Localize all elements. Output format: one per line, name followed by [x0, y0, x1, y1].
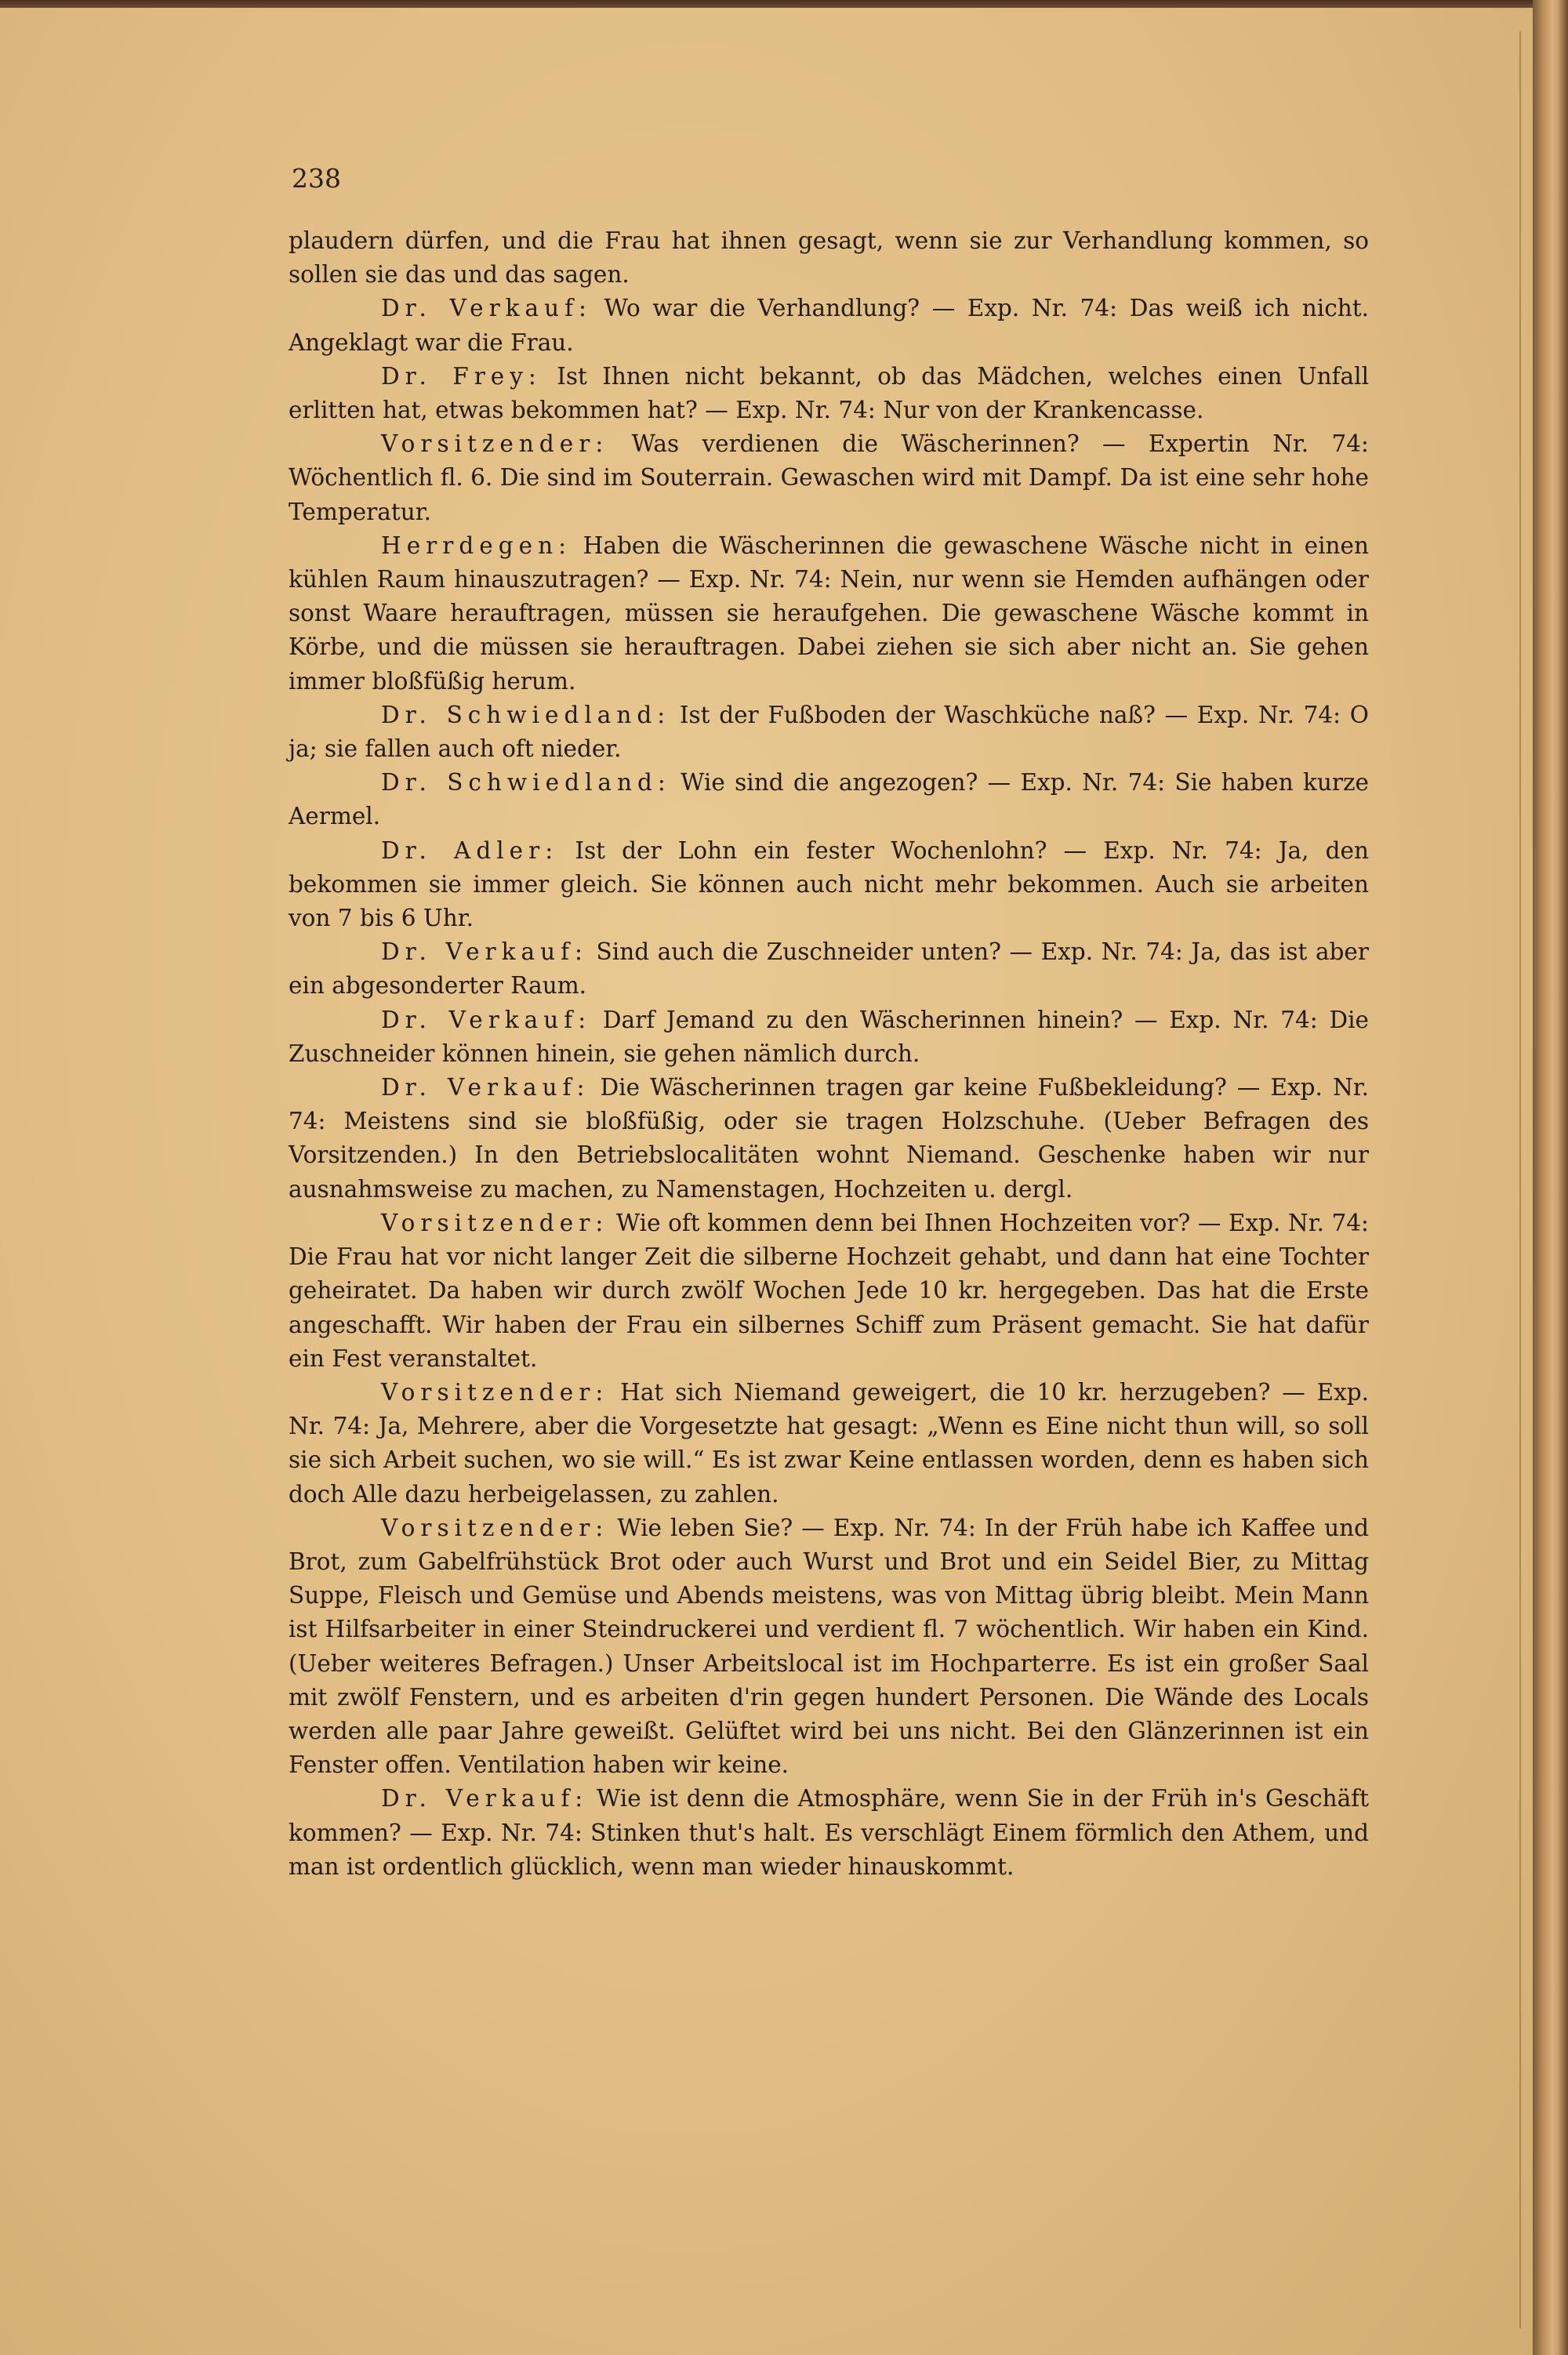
paragraph-15 — [289, 1782, 1369, 1884]
paragraph-5 — [289, 529, 1369, 699]
paragraph-text: Wie ist denn die Atmosphäre, wenn Sie in der Früh in's Geschäft kommen? — Exp. Nr. 74: Stinken thut's halt. Es verschlägt Einem förmlich den Athem, und man ist ordentlich glücklich, wenn man wieder hinauskommt. — [289, 1785, 1370, 1880]
paragraph-text: Wie leben Sie? — Exp. Nr. 74: In der Früh habe ich Kaffee und Brot, zum Gabelfrühstück Brot oder auch Wurst und Brot und ein Seidel Bier, zu Mittag Suppe, Fleisch und Gemüse und Abends meistens, was von Mittag übrig bleibt. Mein Mann ist Hilfsarbeiter in einer Steindruckerei und verdient fl. 7 wöchentlich. Wir haben ein Kind. (Ueber weiteres Befragen.) Unser Arbeitslocal ist im Hochparterre. Es ist ein großer Saal mit zwölf Fenstern, und es arbeiten d'rin gegen hundert Personen. Die Wände des Locals werden alle paar Jahre geweißt. Gelüftet wird bei uns nicht. Bei den Glänzerinnen ist ein Fenster offen. Ventilation haben wir keine. — [289, 1514, 1369, 1779]
speaker-label: Dr. Frey: — [381, 362, 542, 390]
paragraph-text: Wie sind die angezogen? — Exp. Nr. 74: Sie haben kurze Aermel. — [289, 769, 1370, 830]
paragraph-text: Die Wäscherinnen tragen gar keine Fußbekleidung? — Exp. Nr. 74: Meistens sind sie bloßfüßig, oder sie tragen Holzschuhe. (Ueber Befragen des Vorsitzenden.) In den Betriebslocalitäten wohnt Niemand. Geschenke haben wir nur ausnahmsweise zu machen, zu Namenstagen, Hochzeiten u. dergl. — [289, 1074, 1369, 1203]
paragraph-3 — [289, 360, 1369, 427]
paragraph-6 — [289, 699, 1369, 766]
paragraph-12 — [289, 1207, 1369, 1376]
paragraph-text: Wie oft kommen denn bei Ihnen Hochzeiten vor? — Exp. Nr. 74: Die Frau hat vor nicht langer Zeit die silberne Hochzeit gehabt, und dann hat eine Tochter geheiratet. Da haben wir durch zwölf Wochen Jede 10 kr. hergegeben. Das hat die Erste angeschafft. Wir haben der Frau ein silbernes Schiff zum Präsent gemacht. Sie hat dafür ein Fest veranstaltet. — [289, 1209, 1369, 1372]
paragraph-10 — [289, 1003, 1369, 1071]
paragraph-text: Was verdienen die Wäscherinnen? — Expertin Nr. 74: Wöchentlich fl. 6. Die sind im Souterrain. Gewaschen wird mit Dampf. Da ist eine sehr hohe Temperatur. — [289, 430, 1369, 525]
paragraph-14 — [289, 1511, 1369, 1783]
page-fold-shadow — [1519, 31, 1521, 2328]
paragraph-text: Darf Jemand zu den Wäscherinnen hinein? — Exp. Nr. 74: Die Zuschneider können hinein, sie gehen nämlich durch. — [289, 1006, 1370, 1067]
speaker-label: Dr. Verkauf: — [381, 1785, 589, 1813]
paragraph-text: Haben die Wäscherinnen die gewaschene Wäsche nicht in einen kühlen Raum hinauszutragen? — Exp. Nr. 74: Nein, nur wenn sie Hemden aufhängen oder sonst Waare herauftragen, müssen sie heraufgehen. Die gewaschene Wäsche kommt in Körbe, und die müssen sie herauftragen. Dabei ziehen sie sich aber nicht an. Sie gehen immer bloßfüßig herum. — [289, 532, 1369, 695]
book-gutter — [1533, 0, 1568, 2355]
page-body-text — [289, 224, 1369, 1884]
page-number: 238 — [292, 163, 341, 194]
paragraph-1 — [289, 224, 1369, 292]
paragraph-text: Ist Ihnen nicht bekannt, ob das Mädchen, welches einen Unfall erlitten hat, etwas bekommen hat? — Exp. Nr. 74: Nur von der Krankencasse. — [289, 362, 1370, 424]
paragraph-8 — [289, 834, 1369, 936]
speaker-label: Dr. Verkauf: — [381, 938, 588, 966]
paragraph-text: Ist der Fußboden der Waschküche naß? — Exp. Nr. 74: O ja; sie fallen auch oft nieder. — [289, 701, 1369, 763]
paragraph-2 — [289, 292, 1369, 359]
paragraph-4 — [289, 427, 1369, 529]
paragraph-text: Wo war die Verhandlung? — Exp. Nr. 74: Das weiß ich nicht. Angeklagt war die Frau. — [289, 295, 1369, 356]
speaker-label: Vorsitzender: — [381, 430, 609, 458]
speaker-label: Vorsitzender: — [381, 1514, 609, 1541]
paragraph-11 — [289, 1071, 1369, 1207]
paragraph-text: plaudern dürfen, und die Frau hat ihnen gesagt, wenn sie zur Verhandlung kommen, so sollen sie das und das sagen. — [289, 227, 1369, 288]
speaker-label: Dr. Verkauf: — [381, 1074, 590, 1101]
speaker-label: Dr. Schwiedland: — [381, 769, 671, 796]
paragraph-9 — [289, 935, 1369, 1003]
speaker-label: Herrdegen: — [381, 532, 572, 559]
paragraph-13 — [289, 1376, 1369, 1511]
speaker-label: Vorsitzender: — [381, 1209, 609, 1236]
speaker-label: Dr. Schwiedland: — [381, 701, 671, 728]
paragraph-text: Ist der Lohn ein fester Wochenlohn? — Exp. Nr. 74: Ja, den bekommen sie immer gleich. Sie können auch nicht mehr bekommen. Auch sie arbeiten von 7 bis 6 Uhr. — [289, 836, 1369, 932]
speaker-label: Vorsitzender: — [381, 1378, 609, 1406]
speaker-label: Dr. Verkauf: — [381, 295, 592, 322]
paragraph-7 — [289, 766, 1369, 833]
paragraph-text: Hat sich Niemand geweigert, die 10 kr. herzugeben? — Exp. Nr. 74: Ja, Mehrere, aber die Vorgesetzte hat gesagt: „Wenn es Eine nicht thun will, so soll sie sich Arbeit suchen, wo sie will.“ Es ist zwar Keine entlassen worden, denn es haben sich doch Alle dazu herbeigelassen, zu zahlen. — [289, 1378, 1369, 1508]
speaker-label: Dr. Verkauf: — [381, 1006, 592, 1033]
paragraph-text: Sind auch die Zuschneider unten? — Exp. Nr. 74: Ja, das ist aber ein abgesonderter Raum. — [289, 938, 1369, 1000]
speaker-label: Dr. Adler: — [381, 836, 559, 864]
